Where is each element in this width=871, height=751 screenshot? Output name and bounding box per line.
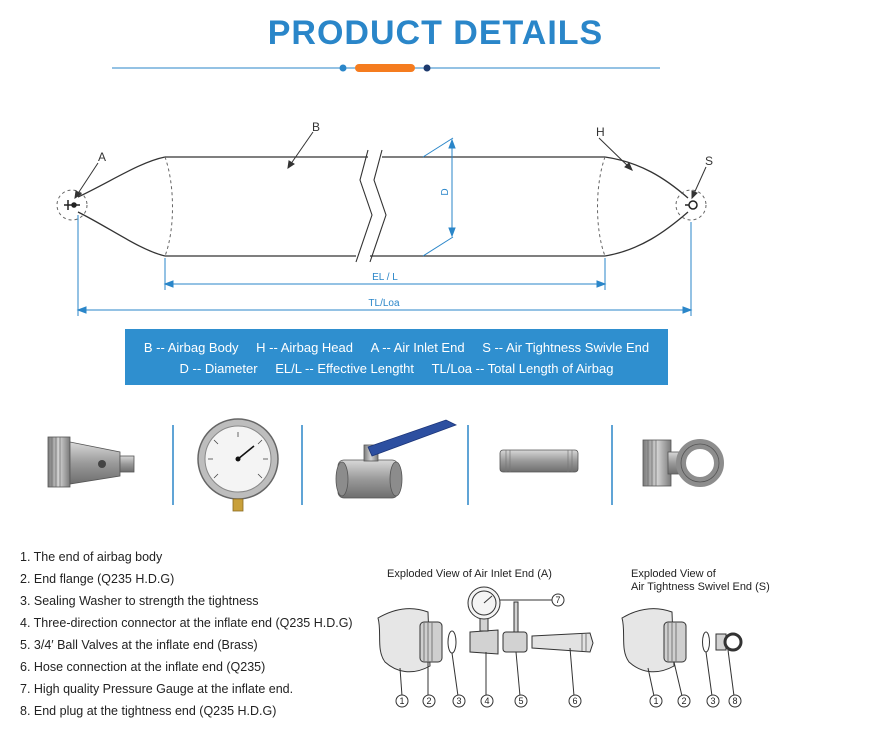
exploded-swivel-title-line1: Exploded View of (631, 568, 716, 580)
label-b: B (312, 120, 321, 134)
svg-text:6: 6 (572, 696, 578, 706)
label-d: D (440, 188, 451, 196)
svg-text:3: 3 (456, 696, 462, 706)
callout-swivel-3 (707, 695, 719, 707)
callout-inlet-7 (552, 594, 564, 606)
svg-text:1: 1 (653, 696, 659, 706)
inlet-end-flange (420, 622, 442, 662)
legend-item: TL/Loa -- Total Length of Airbag (431, 361, 614, 376)
label-el: EL / L (372, 272, 398, 283)
label-a: A (98, 150, 107, 164)
list-item: 5. 3/4′ Ball Valves at the inflate end (Brass) (20, 638, 258, 652)
exploded-inlet-title: Exploded View of Air Inlet End (A) (387, 568, 552, 580)
svg-text:5: 5 (518, 696, 524, 706)
page-title: PRODUCT DETAILS (267, 14, 604, 52)
inlet-washer (448, 631, 456, 653)
callout-inlet-5 (515, 695, 527, 707)
callout-inlet-4 (481, 695, 493, 707)
svg-text:2: 2 (426, 696, 432, 706)
legend-item: EL/L -- Effective Lengtht (275, 361, 414, 376)
legend-item: B -- Airbag Body (143, 340, 239, 355)
inlet-ball-valve (503, 632, 527, 652)
legend-item: A -- Air Inlet End (370, 340, 465, 355)
list-item: 8. End plug at the tightness end (Q235 H.D.G) (20, 704, 277, 718)
svg-text:3: 3 (710, 696, 716, 706)
swivel-end-flange (664, 622, 686, 662)
callout-swivel-8 (729, 695, 741, 707)
svg-text:7: 7 (555, 595, 561, 605)
callout-swivel-2 (678, 695, 690, 707)
list-item: 4. Three-direction connector at the inflate end (Q235 H.D.G) (20, 616, 353, 630)
exploded-swivel-title-line2: Air Tightness Swivel End (S) (631, 581, 770, 593)
callout-inlet-1 (396, 695, 408, 707)
svg-text:8: 8 (732, 696, 738, 706)
callout-inlet-6 (569, 695, 581, 707)
inlet-connector (470, 630, 498, 654)
list-item: 7. High quality Pressure Gauge at the inflate end. (20, 682, 294, 696)
swivel-washer (703, 632, 710, 652)
legend-item: H -- Airbag Head (256, 340, 353, 355)
svg-text:1: 1 (399, 696, 405, 706)
callout-inlet-3 (453, 695, 465, 707)
list-item: 2. End flange (Q235 H.D.G) (20, 572, 175, 586)
legend-item: S -- Air Tightness Swivle End (482, 340, 650, 355)
list-item: 1. The end of airbag body (20, 550, 163, 564)
svg-text:2: 2 (681, 696, 687, 706)
inlet-hose-nipple (532, 633, 593, 652)
label-s: S (705, 154, 714, 168)
callout-swivel-1 (650, 695, 662, 707)
callout-inlet-2 (423, 695, 435, 707)
svg-text:4: 4 (484, 696, 490, 706)
label-h: H (596, 125, 605, 139)
list-item: 3. Sealing Washer to strength the tightness (20, 594, 259, 608)
label-tl: TL/Loa (368, 298, 400, 309)
legend-item: D -- Diameter (179, 361, 258, 376)
list-item: 6. Hose connection at the inflate end (Q235) (20, 660, 266, 674)
